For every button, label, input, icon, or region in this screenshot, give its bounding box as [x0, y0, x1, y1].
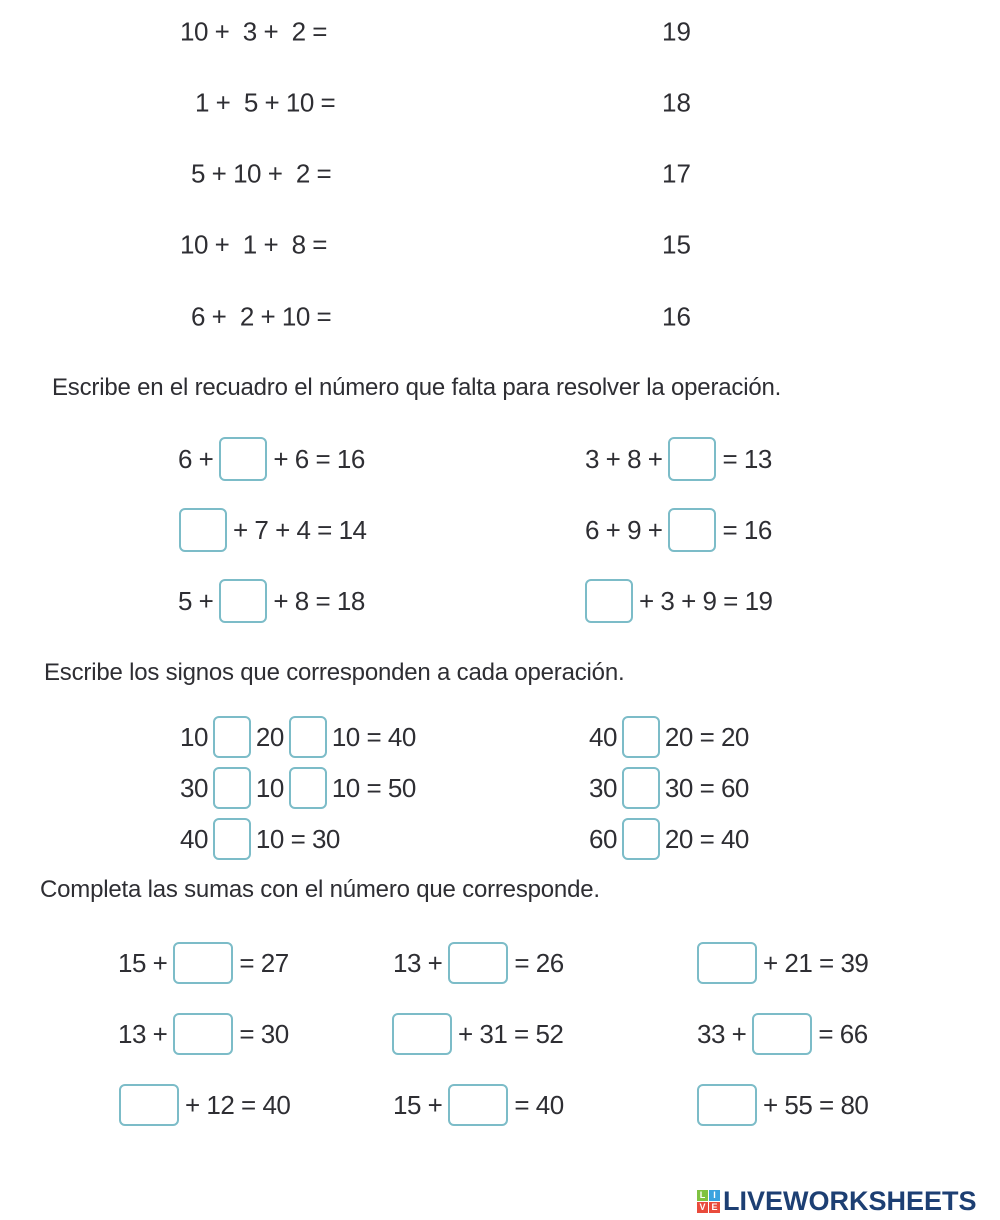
answer-box-input[interactable] [668, 437, 716, 481]
equation-text: = 13 [722, 443, 772, 474]
equation-text: 33 + [697, 1018, 747, 1049]
equation-text: + 31 = 52 [458, 1018, 564, 1049]
equation-text: = 16 [722, 514, 772, 545]
equation-text: 1 + 5 + 10 = [195, 87, 336, 118]
equation-text: + 55 = 80 [763, 1089, 869, 1120]
equation-text: + 8 = 18 [273, 585, 365, 616]
equation [178, 579, 365, 623]
answer-box-input[interactable] [392, 1013, 452, 1055]
equation [697, 1013, 868, 1055]
logo-badge-icon [697, 1190, 720, 1213]
answer-box-input[interactable] [213, 818, 251, 860]
equation-text: + 3 + 9 = 19 [639, 585, 773, 616]
equation-text: = 27 [239, 947, 289, 978]
equation [691, 1084, 868, 1126]
logo-letter: V [697, 1202, 708, 1213]
equation-text: 6 + 9 + [585, 514, 663, 545]
instruction: Completa las sumas con el número que corresponde. [40, 876, 600, 903]
equation [180, 767, 416, 809]
equation [393, 942, 564, 984]
equation-text: 60 [589, 823, 617, 854]
answer-box-input[interactable] [213, 767, 251, 809]
equation-text: 20 = 20 [664, 721, 749, 752]
equation [173, 508, 367, 552]
equation-text: = 26 [514, 947, 564, 978]
equation-text: 15 + [118, 947, 168, 978]
answer-box-input[interactable] [668, 508, 716, 552]
answer-option[interactable]: 17 [662, 158, 691, 189]
equation [589, 767, 749, 809]
equation-text: 13 + [118, 1018, 168, 1049]
answer-box-input[interactable] [448, 1084, 508, 1126]
answer-box-input[interactable] [289, 716, 327, 758]
answer-box-input[interactable] [179, 508, 227, 552]
answer-box-input[interactable] [219, 437, 267, 481]
equation-text: 10 + 3 + 2 = [180, 16, 327, 47]
equation-text: + 12 = 40 [185, 1089, 291, 1120]
answer-box-input[interactable] [173, 1013, 233, 1055]
equation [118, 1013, 289, 1055]
equation-text: 10 = 40 [331, 721, 416, 752]
equation [191, 302, 331, 333]
equation-text: 10 = 30 [255, 823, 340, 854]
equation-text: 20 = 40 [664, 823, 749, 854]
equation-text: 10 + 1 + 8 = [180, 229, 327, 260]
equation-text: + 7 + 4 = 14 [233, 514, 367, 545]
equation-text: 6 + [178, 443, 214, 474]
equation-text: 30 [180, 772, 208, 803]
answer-box-input[interactable] [622, 716, 660, 758]
equation-text: 10 [255, 772, 284, 803]
answer-box-input[interactable] [697, 1084, 757, 1126]
equation-text: 10 [180, 721, 208, 752]
answer-option[interactable]: 16 [662, 301, 691, 332]
answer-option[interactable]: 18 [662, 87, 691, 118]
logo-text: LIVEWORKSHEETS [723, 1186, 977, 1216]
equation [180, 17, 327, 48]
answer-box-input[interactable] [219, 579, 267, 623]
answer-box-input[interactable] [448, 942, 508, 984]
liveworksheets-logo [697, 1186, 977, 1217]
equation-text: 20 [255, 721, 284, 752]
equation [191, 159, 331, 190]
equation-text: 30 = 60 [664, 772, 749, 803]
equation-text: + 21 = 39 [763, 947, 869, 978]
answer-box-input[interactable] [173, 942, 233, 984]
equation [113, 1084, 290, 1126]
answer-box-input[interactable] [697, 942, 757, 984]
equation [180, 230, 327, 261]
equation [178, 437, 365, 481]
equation-text: 3 + 8 + [585, 443, 663, 474]
equation-text: 5 + [178, 585, 214, 616]
equation [585, 437, 772, 481]
equation-text: 6 + 2 + 10 = [191, 301, 332, 332]
equation-text: 15 + [393, 1089, 443, 1120]
equation [691, 942, 868, 984]
equation-text: = 40 [514, 1089, 564, 1120]
equation-text: 10 = 50 [331, 772, 416, 803]
answer-box-input[interactable] [213, 716, 251, 758]
logo-letter: I [709, 1190, 720, 1201]
equation-text: + 6 = 16 [273, 443, 365, 474]
equation-text: 5 + 10 + 2 = [191, 158, 332, 189]
answer-box-input[interactable] [585, 579, 633, 623]
equation-text: 40 [180, 823, 208, 854]
answer-option[interactable]: 15 [662, 229, 691, 260]
instruction: Escribe los signos que corresponden a cada operación. [44, 659, 625, 686]
logo-letter: E [709, 1202, 720, 1213]
equation-text: = 30 [239, 1018, 289, 1049]
equation-text: 13 + [393, 947, 443, 978]
answer-box-input[interactable] [622, 818, 660, 860]
answer-box-input[interactable] [289, 767, 327, 809]
equation [589, 716, 749, 758]
answer-option[interactable]: 19 [662, 16, 691, 47]
equation [393, 1084, 564, 1126]
equation [585, 508, 772, 552]
answer-box-input[interactable] [622, 767, 660, 809]
equation [180, 716, 416, 758]
instruction: Escribe en el recuadro el número que falta para resolver la operación. [52, 374, 782, 401]
equation [386, 1013, 563, 1055]
equation [118, 942, 289, 984]
equation-text: 30 [589, 772, 617, 803]
equation [589, 818, 749, 860]
equation [195, 88, 335, 119]
equation [579, 579, 773, 623]
answer-box-input[interactable] [119, 1084, 179, 1126]
logo-letter: L [697, 1190, 708, 1201]
equation-text: = 66 [818, 1018, 868, 1049]
equation [180, 818, 340, 860]
answer-box-input[interactable] [752, 1013, 812, 1055]
equation-text: 40 [589, 721, 617, 752]
